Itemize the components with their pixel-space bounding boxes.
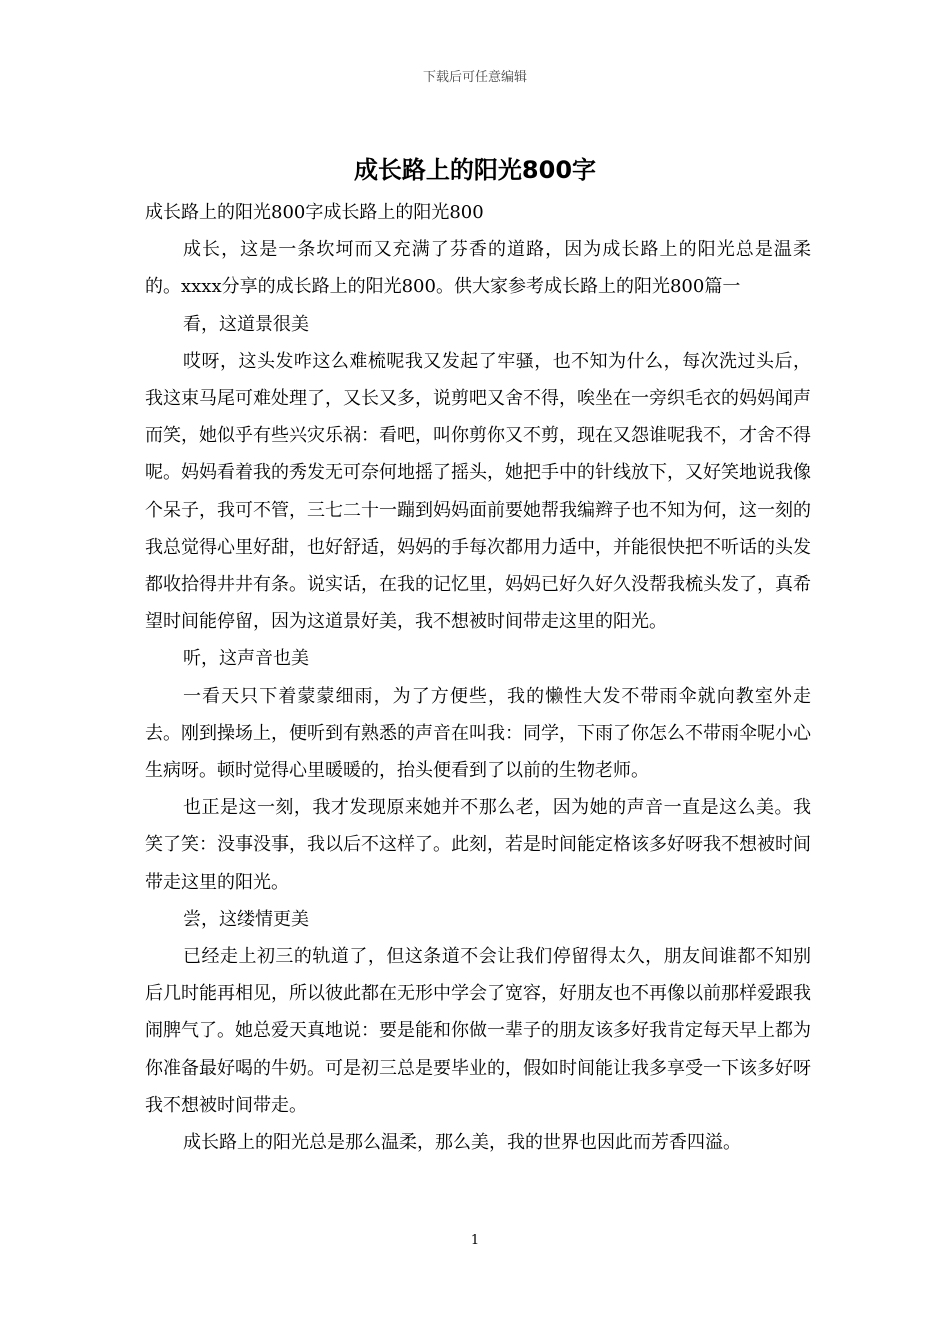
paragraph: 一看天只下着蒙蒙细雨，为了方便些，我的懒性大发不带雨伞就向教室外走去。刚到操场上，便听到有熟悉的声音在叫我：同学，下雨了你怎么不带雨伞呢小心生病呀。顿时觉得心里暖暖的，抬头便看到了以前的生物老师。 — [145, 685, 811, 782]
paragraph: 哎呀，这头发咋这么难梳呢我又发起了牢骚，也不知为什么，每次洗过头后，我这束马尾可难处理了，又长又多，说剪吧又舍不得，唉坐在一旁织毛衣的妈妈闻声而笑，她似乎有些兴灾乐祸：看吧，叫你剪你又不剪，现在又怨谁呢我不，才舍不得呢。妈妈看着我的秀发无可奈何地摇了摇头，她把手中的针线放下，又好笑地说我像个呆子，我可不管，三七二十一蹦到妈妈面前要她帮我编辫子也不知为何，这一刻的我总觉得心里好甜，也好舒适，妈妈的手每次都用力适中，并能很快把不听话的头发都收拾得井井有条。说实话，在我的记忆里，妈妈已好久好久没帮我梳头发了，真希望时间能停留，因为这道景好美，我不想被时间带走这里的阳光。 — [145, 350, 811, 633]
page-number: 1 — [470, 1233, 480, 1248]
section-heading: 尝，这缕情更美 — [183, 908, 309, 930]
paragraph: 成长路上的阳光800字成长路上的阳光800 — [145, 202, 484, 223]
document-title: 成长路上的阳光800字 — [353, 156, 597, 184]
section-heading: 听，这声音也美 — [183, 648, 309, 670]
paragraph: 也正是这一刻，我才发现原来她并不那么老，因为她的声音一直是这么美。我笑了笑：没事没事，我以后不这样了。此刻，若是时间能定格该多好呀我不想被时间带走这里的阳光。 — [145, 797, 811, 893]
paragraph: 成长，这是一条坎坷而又充满了芬香的道路，因为成长路上的阳光总是温柔的。xxxx分享的成长路上的阳光800。供大家参考成长路上的阳光800篇一 — [145, 239, 811, 298]
section-heading: 看，这道景很美 — [183, 313, 309, 335]
paragraph: 成长路上的阳光总是那么温柔，那么美，我的世界也因此而芳香四溢。 — [183, 1132, 741, 1154]
document-body — [145, 194, 811, 1161]
page-header: 下载后可任意编辑 — [422, 70, 527, 85]
paragraph: 已经走上初三的轨道了，但这条道不会让我们停留得太久，朋友间谁都不知别后几时能再相见，所以彼此都在无形中学会了宽容，好朋友也不再像以前那样爱跟我闹脾气了。她总爱天真地说：要是能和你做一辈子的朋友该多好我肯定每天早上都为你准备最好喝的牛奶。可是初三总是要毕业的，假如时间能让我多享受一下该多好呀我不想被时间带走。 — [145, 946, 811, 1116]
